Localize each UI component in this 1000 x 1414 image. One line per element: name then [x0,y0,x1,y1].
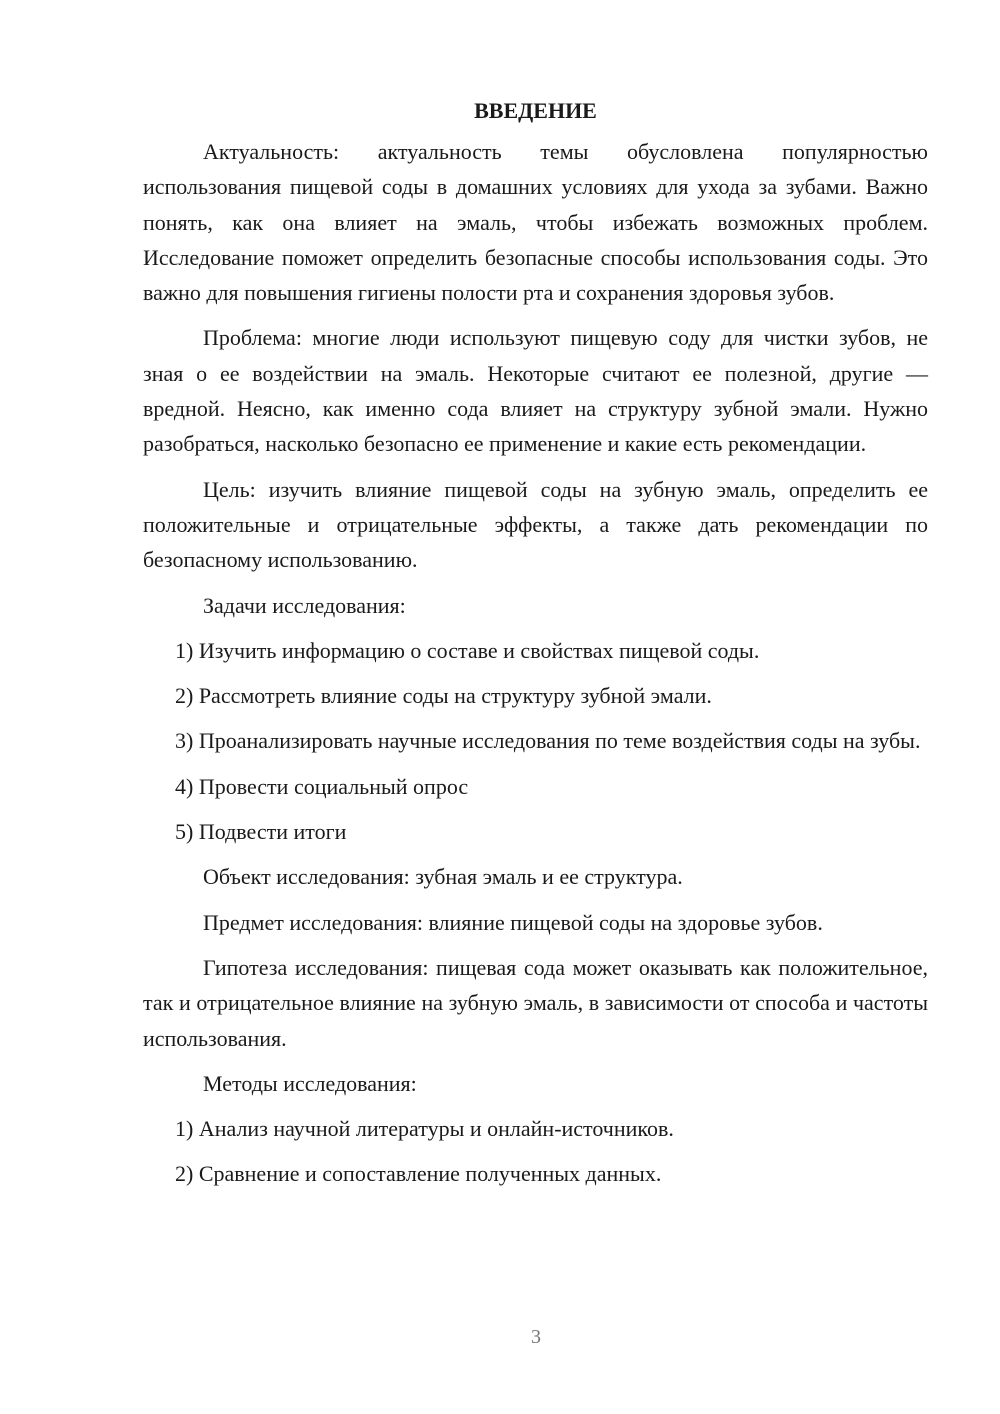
hypothesis-paragraph: Гипотеза исследования: пищевая сода может оказывать как положительное, так и отрицательное влияние на зубную эмаль, в зависимости от способа и частоты использования. [143,954,928,1051]
task-item-4: 4) Провести социальный опрос [175,773,469,799]
task-item-1: 1) Изучить информацию о составе и свойствах пищевой соды. [175,637,760,663]
methods-heading: Методы исследования: [203,1070,417,1096]
document-page [143,96,928,1202]
relevance-paragraph: Актуальность: актуальность темы обусловлена популярностью использования пищевой соды в домашних условиях для ухода за зубами. Важно понять, как она влияет на эмаль, чтобы избежать возможных проблем. Исследование поможет определить безопасные способы использования соды. Это важно для повышения гигиены полости рта и сохранения здоровья зубов. [143,139,928,306]
task-item-5: 5) Подвести итоги [175,819,347,845]
task-item-2: 2) Рассмотреть влияние соды на структуру зубной эмали. [175,683,712,709]
task-item-3: 3) Проанализировать научные исследования по теме воздействия соды на зубы. [175,728,921,754]
page-title: ВВЕДЕНИЕ [474,98,597,123]
problem-paragraph: Проблема: многие люди используют пищевую соду для чистки зубов, не зная о ее воздействии на эмаль. Некоторые считают ее полезной, другие — вредной. Неясно, как именно сода влияет на структуру зубной эмали. Нужно разобраться, насколько безопасно ее применение и какие есть рекомендации. [143,325,928,457]
tasks-heading: Задачи исследования: [203,592,406,618]
page-number: 3 [531,1326,541,1348]
method-item-2: 2) Сравнение и сопоставление полученных данных. [175,1161,662,1187]
subject-paragraph: Предмет исследования: влияние пищевой соды на здоровье зубов. [203,909,823,935]
object-paragraph: Объект исследования: зубная эмаль и ее структура. [203,864,683,890]
method-item-1: 1) Анализ научной литературы и онлайн-источников. [175,1116,674,1142]
goal-paragraph: Цель: изучить влияние пищевой соды на зубную эмаль, определить ее положительные и отрицательные эффекты, а также дать рекомендации по безопасному использованию. [143,476,928,573]
